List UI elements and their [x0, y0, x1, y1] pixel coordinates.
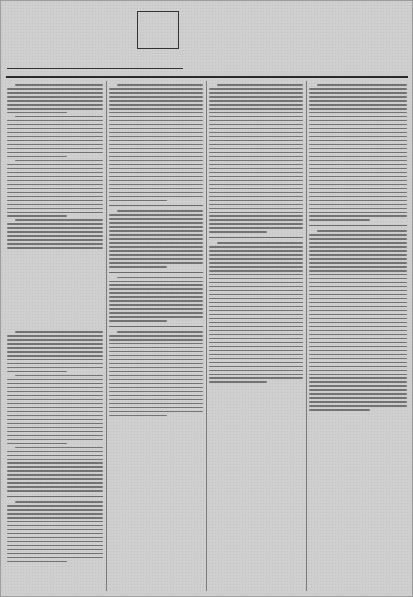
masthead-subtitle	[7, 59, 183, 67]
article-divider	[109, 272, 203, 273]
front-page-slogan	[186, 3, 401, 71]
column-rule	[306, 81, 307, 591]
article-body	[7, 331, 103, 492]
article-divider	[109, 326, 203, 327]
newspaper-title	[7, 11, 125, 55]
column-1-lower	[7, 331, 103, 591]
article-body	[209, 84, 303, 233]
article-body	[7, 501, 103, 562]
article-divider	[109, 205, 203, 206]
column-rule	[206, 81, 207, 591]
article-divider	[309, 225, 407, 226]
article-divider	[209, 237, 303, 238]
masthead-info-box	[137, 11, 179, 49]
article-body	[309, 84, 407, 221]
article-divider	[7, 496, 103, 497]
column-2	[109, 81, 203, 591]
article-body	[309, 230, 407, 411]
column-3	[209, 81, 303, 591]
article-body	[7, 84, 103, 249]
article-body	[109, 84, 203, 201]
article-body	[109, 331, 203, 416]
article-body	[209, 242, 303, 383]
article-body	[109, 210, 203, 267]
article-body	[109, 277, 203, 322]
column-rule	[106, 81, 107, 591]
column-4	[309, 81, 407, 591]
top-rule	[6, 76, 408, 78]
